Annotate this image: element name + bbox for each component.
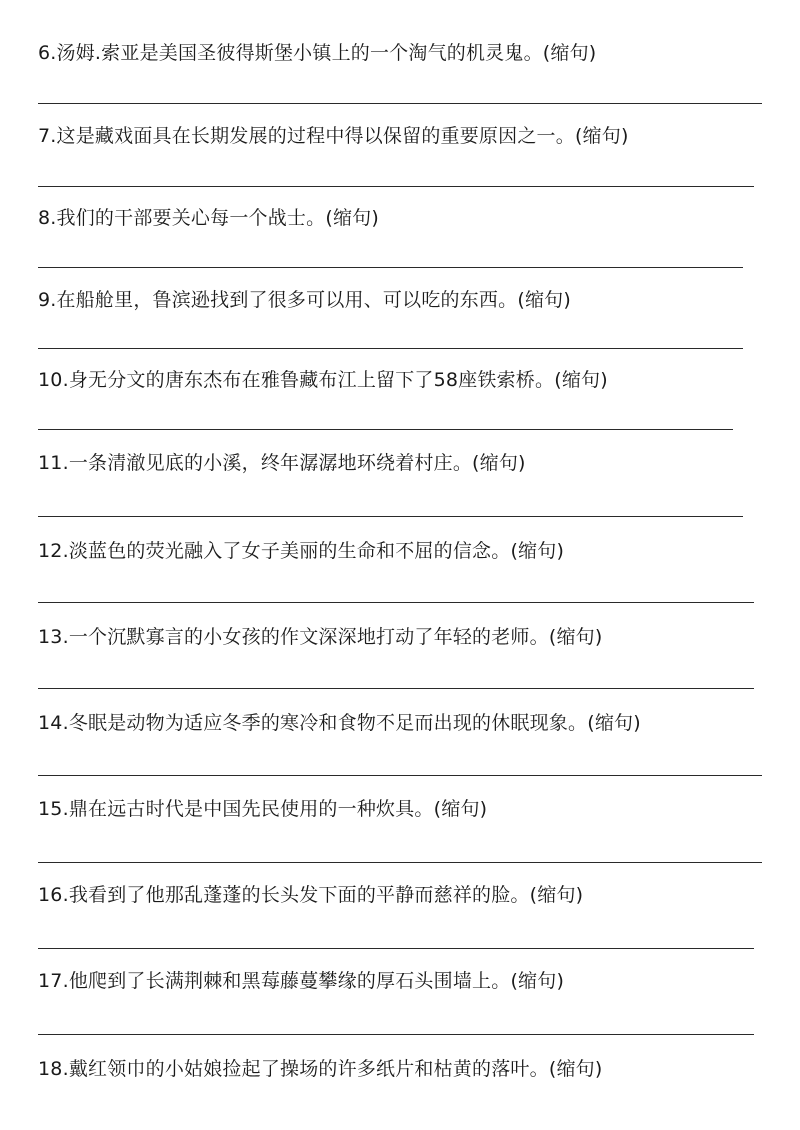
question-8 xyxy=(38,205,379,231)
question-17 xyxy=(38,968,564,994)
question-text: 我看到了他那乱蓬蓬的长头发下面的平静而慈祥的脸。 xyxy=(68,884,530,906)
question-text: 这是藏戏面具在长期发展的过程中得以保留的重要原因之一。 xyxy=(56,125,575,147)
answer-line-9[interactable] xyxy=(38,348,743,349)
question-tag: (缩句) xyxy=(510,540,565,562)
question-18 xyxy=(38,1056,602,1082)
question-tag: (缩句) xyxy=(574,125,629,147)
question-tag: (缩句) xyxy=(587,712,641,734)
answer-line-14[interactable] xyxy=(38,775,762,776)
question-number: 17. xyxy=(38,970,69,992)
answer-line-13[interactable] xyxy=(38,688,754,689)
question-text: 一个沉默寡言的小女孩的作文深深地打动了年轻的老师。 xyxy=(68,626,549,648)
answer-line-16[interactable] xyxy=(38,948,754,949)
question-number: 10. xyxy=(38,369,69,391)
question-text: 我们的干部要关心每一个战士。 xyxy=(56,207,326,229)
question-tag: (缩句) xyxy=(510,970,565,992)
question-number: 15. xyxy=(38,798,69,820)
answer-line-12[interactable] xyxy=(38,602,754,603)
question-13 xyxy=(38,624,602,650)
question-number: 18. xyxy=(38,1058,69,1080)
question-number: 7. xyxy=(38,125,57,147)
question-number: 11. xyxy=(38,452,69,474)
question-9 xyxy=(38,287,571,313)
question-10 xyxy=(38,367,608,393)
question-text: 身无分文的唐东杰布在雅鲁藏布江上留下了58座铁索桥。 xyxy=(68,369,555,391)
answer-line-15[interactable] xyxy=(38,862,762,863)
question-text: 戴红领巾的小姑娘捡起了操场的许多纸片和枯黄的落叶。 xyxy=(68,1058,549,1080)
answer-line-17[interactable] xyxy=(38,1034,754,1035)
question-number: 16. xyxy=(38,884,69,906)
question-tag: (缩句) xyxy=(548,626,603,648)
answer-line-6[interactable] xyxy=(38,103,762,104)
question-number: 6. xyxy=(38,42,57,64)
question-12 xyxy=(38,538,564,564)
question-tag: (缩句) xyxy=(472,452,526,474)
question-number: 12. xyxy=(38,540,69,562)
question-15 xyxy=(38,796,487,822)
question-text: 他爬到了长满荆棘和黑莓藤蔓攀缘的厚石头围墙上。 xyxy=(68,970,511,992)
question-tag: (缩句) xyxy=(548,1058,603,1080)
question-tag: (缩句) xyxy=(542,42,597,64)
answer-line-7[interactable] xyxy=(38,186,754,187)
answer-line-11[interactable] xyxy=(38,516,743,517)
question-number: 13. xyxy=(38,626,69,648)
question-7 xyxy=(38,123,629,149)
question-tag: (缩句) xyxy=(517,289,571,311)
answer-line-8[interactable] xyxy=(38,267,743,268)
question-number: 8. xyxy=(38,207,57,229)
question-text: 在船舱里，鲁滨逊找到了很多可以用、可以吃的东西。 xyxy=(56,289,518,311)
question-number: 9. xyxy=(38,289,57,311)
question-number: 14. xyxy=(38,712,69,734)
question-16 xyxy=(38,882,583,908)
question-text: 冬眠是动物为适应冬季的寒冷和食物不足而出现的休眠现象。 xyxy=(68,712,588,734)
question-6 xyxy=(38,40,596,66)
question-text: 鼎在远古时代是中国先民使用的一种炊具。 xyxy=(68,798,434,820)
question-tag: (缩句) xyxy=(554,369,608,391)
question-tag: (缩句) xyxy=(529,884,584,906)
question-tag: (缩句) xyxy=(433,798,488,820)
answer-line-10[interactable] xyxy=(38,429,733,430)
question-text: 汤姆.索亚是美国圣彼得斯堡小镇上的一个淘气的机灵鬼。 xyxy=(56,42,543,64)
question-14 xyxy=(38,710,641,736)
question-text: 一条清澈见底的小溪，终年潺潺地环绕着村庄。 xyxy=(68,452,473,474)
question-11 xyxy=(38,450,526,476)
question-text: 淡蓝色的荧光融入了女子美丽的生命和不屈的信念。 xyxy=(68,540,511,562)
question-tag: (缩句) xyxy=(325,207,379,229)
